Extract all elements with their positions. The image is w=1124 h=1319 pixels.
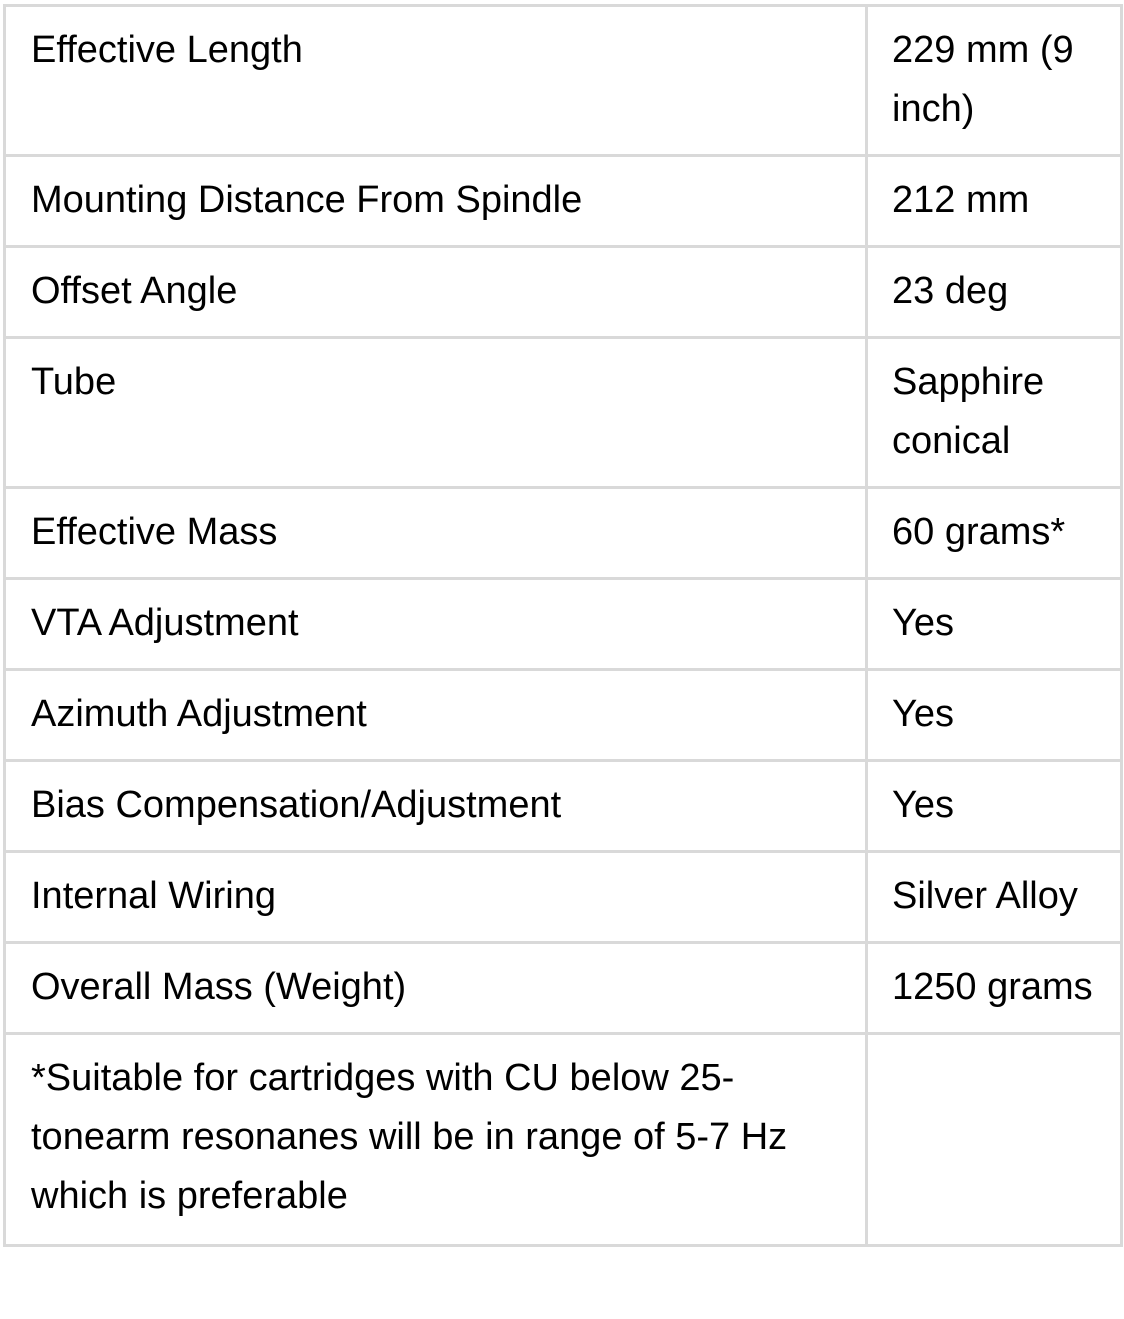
row-value: 60 grams*: [867, 488, 1122, 579]
row-value: Yes: [867, 761, 1122, 852]
row-label: Mounting Distance From Spindle: [5, 156, 867, 247]
row-label: Offset Angle: [5, 247, 867, 338]
row-value: 212 mm: [867, 156, 1122, 247]
row-label: Azimuth Adjustment: [5, 670, 867, 761]
table-row: [5, 156, 1122, 247]
row-label: Effective Mass: [5, 488, 867, 579]
row-label: VTA Adjustment: [5, 579, 867, 670]
table-row: [5, 852, 1122, 943]
spec-table: [3, 4, 1123, 1247]
row-label: Overall Mass (Weight): [5, 943, 867, 1034]
row-label: Bias Compensation/Adjustment: [5, 761, 867, 852]
row-value: Sapphire conical: [867, 338, 1122, 488]
row-value: 1250 grams: [867, 943, 1122, 1034]
footnote-empty-cell: [867, 1034, 1122, 1246]
table-row: [5, 943, 1122, 1034]
table-row: [5, 579, 1122, 670]
row-label: Internal Wiring: [5, 852, 867, 943]
table-row: [5, 6, 1122, 156]
footnote-row: [5, 1034, 1122, 1246]
spec-table-body: [5, 6, 1122, 1246]
table-row: [5, 338, 1122, 488]
table-row: [5, 247, 1122, 338]
row-value: Silver Alloy: [867, 852, 1122, 943]
table-row: [5, 670, 1122, 761]
table-row: [5, 488, 1122, 579]
row-value: Yes: [867, 670, 1122, 761]
row-label: Tube: [5, 338, 867, 488]
row-value: 229 mm (9 inch): [867, 6, 1122, 156]
row-label: Effective Length: [5, 6, 867, 156]
footnote-text: *Suitable for cartridges with CU below 25- tonearm resonanes will be in range of 5-7 Hz which is preferable: [5, 1034, 867, 1246]
table-row: [5, 761, 1122, 852]
row-value: 23 deg: [867, 247, 1122, 338]
row-value: Yes: [867, 579, 1122, 670]
